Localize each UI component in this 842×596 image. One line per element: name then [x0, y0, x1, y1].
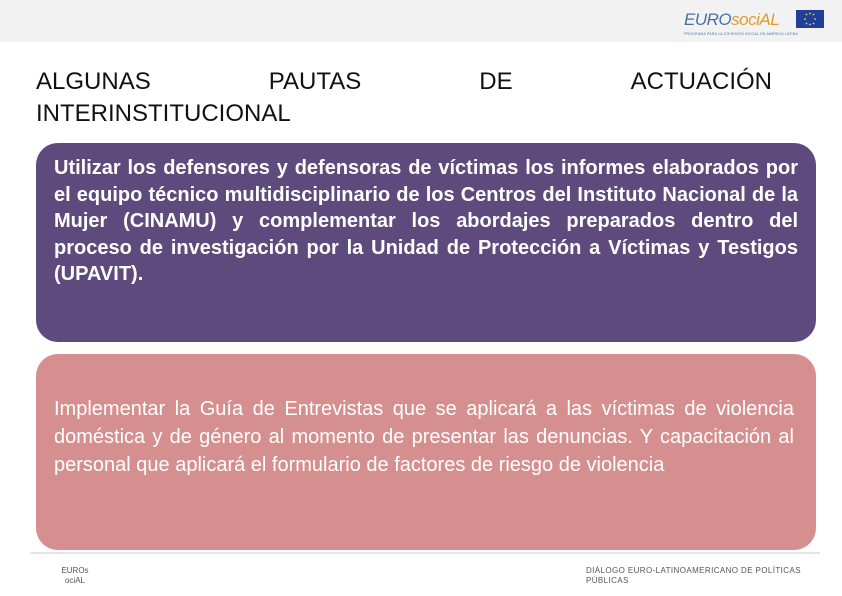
footer-brand: EUROsociAL: [61, 566, 89, 585]
title-word: PAUTAS: [268, 68, 362, 95]
header-bar: [0, 0, 842, 42]
logo-wordmark: [684, 10, 779, 30]
guideline-text-1: Utilizar los defensores y defensoras de víctimas los informes elaborados por el equipo técnico multidisciplinario de los Centros del Instituto Nacional de la Mujer (CINAMU) y complementar los abordajes preparados dentro del proceso de investigación por la Unidad de Protección a Víctimas y Testigos (UPAVIT).: [54, 157, 798, 285]
title-word: ACTUACIÓN: [630, 68, 772, 95]
title-word: DE: [479, 68, 513, 95]
eu-flag-icon: [796, 10, 824, 28]
footer-divider: [30, 552, 820, 554]
guideline-box-purple: [36, 143, 816, 342]
logo-tagline: PROGRAMA PARA LA COHESIÓN SOCIAL EN AMÉRICA LATINA: [684, 32, 798, 36]
title-line-2: INTERINSTITUCIONAL: [36, 100, 291, 127]
guideline-text-2: Implementar la Guía de Entrevistas que se aplicará a las víctimas de violencia doméstica y de género al momento de presentar las denuncias. Y capacitación al personal que aplicará el formulario de factores de riesgo de violencia: [54, 398, 794, 476]
guideline-box-pink: [36, 354, 816, 550]
eurosocial-logo: [678, 4, 828, 40]
logo-prefix: EURO: [684, 10, 732, 29]
slide-title: [36, 66, 772, 130]
logo-accent: sociAL: [731, 10, 780, 29]
title-word: ALGUNAS: [36, 68, 151, 95]
footer-tagline: DIÁLOGO EURO-LATINOAMERICANO DE POLÍTICAS PÚBLICAS: [586, 566, 801, 585]
